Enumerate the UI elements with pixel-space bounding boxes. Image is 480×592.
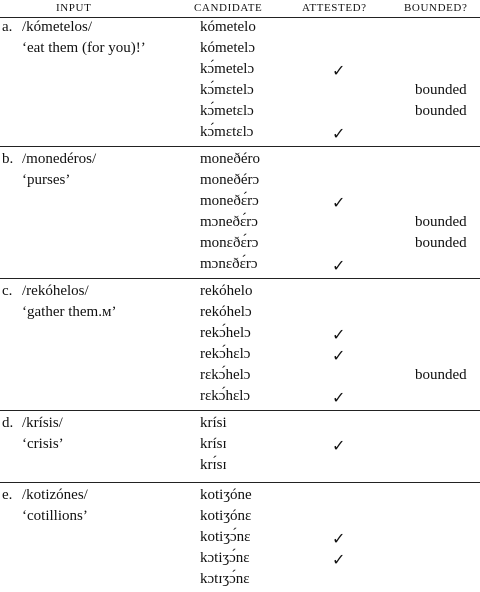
candidate-form: rekɔ́helɔ xyxy=(200,325,251,341)
header-input: INPUT xyxy=(56,2,92,14)
gloss: ‘gather them.ᴍ’ xyxy=(22,304,117,320)
candidate-row xyxy=(0,61,480,82)
candidate-form: rekóhelo xyxy=(200,283,253,299)
candidate-row xyxy=(0,19,480,40)
candidate-row xyxy=(0,304,480,325)
candidate-row xyxy=(0,487,480,508)
candidate-row xyxy=(0,103,480,124)
candidate-row xyxy=(0,256,480,277)
attested-check-icon: ✓ xyxy=(332,126,346,143)
candidate-form: moneðéro xyxy=(200,151,260,167)
candidate-row xyxy=(0,346,480,367)
attested-check-icon: ✓ xyxy=(332,195,346,212)
group-divider xyxy=(0,482,480,483)
bounded-label: bounded xyxy=(415,214,467,230)
candidate-form: krísɪ xyxy=(200,436,227,452)
attested-check-icon: ✓ xyxy=(332,63,346,80)
group-letter: b. xyxy=(2,151,14,167)
group-letter: d. xyxy=(2,415,14,431)
candidate-form: kɔ́metɛlɔ xyxy=(200,103,254,119)
candidate-form: kotiʒónɛ xyxy=(200,508,252,524)
candidate-row xyxy=(0,124,480,145)
candidate-form: rekɔ́hɛlɔ xyxy=(200,346,251,362)
gloss: ‘purses’ xyxy=(22,172,71,188)
candidate-row xyxy=(0,457,480,478)
candidate-form: rekóhelɔ xyxy=(200,304,252,320)
candidate-form: kómetelo xyxy=(200,19,256,35)
attested-check-icon: ✓ xyxy=(332,552,346,569)
candidate-form: rɛkɔ́hɛlɔ xyxy=(200,388,251,404)
candidate-row xyxy=(0,550,480,571)
group-divider xyxy=(0,278,480,279)
header-bounded: BOUNDED? xyxy=(404,2,468,14)
candidate-row xyxy=(0,235,480,256)
input-form: /monedéros/ xyxy=(22,151,97,167)
candidate-row xyxy=(0,283,480,304)
candidate-row xyxy=(0,508,480,529)
candidate-row xyxy=(0,214,480,235)
group-divider xyxy=(0,146,480,147)
candidate-row xyxy=(0,388,480,409)
candidate-form: rɛkɔ́helɔ xyxy=(200,367,251,383)
candidate-row xyxy=(0,436,480,457)
candidate-form: mɔnɛðɛ́rɔ xyxy=(200,256,258,272)
gloss: ‘crisis’ xyxy=(22,436,64,452)
input-form: /krísis/ xyxy=(22,415,63,431)
candidate-form: monɛðɛ́rɔ xyxy=(200,235,259,251)
header-rule xyxy=(0,17,480,18)
input-form: /kómetelos/ xyxy=(22,19,92,35)
candidate-form: kɔtɪʒɔ́nɛ xyxy=(200,571,250,587)
bounded-label: bounded xyxy=(415,103,467,119)
attested-check-icon: ✓ xyxy=(332,390,346,407)
candidate-form: krísi xyxy=(200,415,227,431)
bounded-label: bounded xyxy=(415,367,467,383)
group-letter: e. xyxy=(2,487,13,503)
gloss: ‘eat them (for you)!’ xyxy=(22,40,146,56)
bounded-label: bounded xyxy=(415,82,467,98)
attested-check-icon: ✓ xyxy=(332,258,346,275)
candidate-row xyxy=(0,529,480,550)
candidate-row xyxy=(0,571,480,592)
candidate-form: kómetelɔ xyxy=(200,40,255,56)
input-form: /kotizónes/ xyxy=(22,487,88,503)
header-candidate: CANDIDATE xyxy=(194,2,263,14)
candidate-row xyxy=(0,82,480,103)
attested-check-icon: ✓ xyxy=(332,531,346,548)
candidate-form: moneðérɔ xyxy=(200,172,260,188)
candidate-form: mɔneðɛ́rɔ xyxy=(200,214,258,230)
candidate-form: kotiʒóne xyxy=(200,487,252,503)
group-letter: c. xyxy=(2,283,13,299)
candidate-form: kotiʒɔ́nɛ xyxy=(200,529,251,545)
candidate-form: kɔ́mɛtelɔ xyxy=(200,82,254,98)
gloss: ‘cotillions’ xyxy=(22,508,88,524)
candidate-row xyxy=(0,40,480,61)
candidate-form: kɔtiʒɔ́nɛ xyxy=(200,550,250,566)
group-letter: a. xyxy=(2,19,13,35)
candidate-row xyxy=(0,325,480,346)
candidate-form: kɔ́mɛtɛlɔ xyxy=(200,124,254,140)
candidate-form: moneðɛ́rɔ xyxy=(200,193,259,209)
bounded-label: bounded xyxy=(415,235,467,251)
attested-check-icon: ✓ xyxy=(332,348,346,365)
input-form: /rekóhelos/ xyxy=(22,283,89,299)
attested-check-icon: ✓ xyxy=(332,438,346,455)
candidate-row xyxy=(0,172,480,193)
header-attested: ATTESTED? xyxy=(302,2,367,14)
attested-check-icon: ✓ xyxy=(332,327,346,344)
candidate-row xyxy=(0,367,480,388)
candidate-row xyxy=(0,415,480,436)
candidate-form: krɪ́sɪ xyxy=(200,457,227,473)
candidate-row xyxy=(0,193,480,214)
candidate-row xyxy=(0,151,480,172)
group-divider xyxy=(0,410,480,411)
candidate-form: kɔ́metelɔ xyxy=(200,61,255,77)
